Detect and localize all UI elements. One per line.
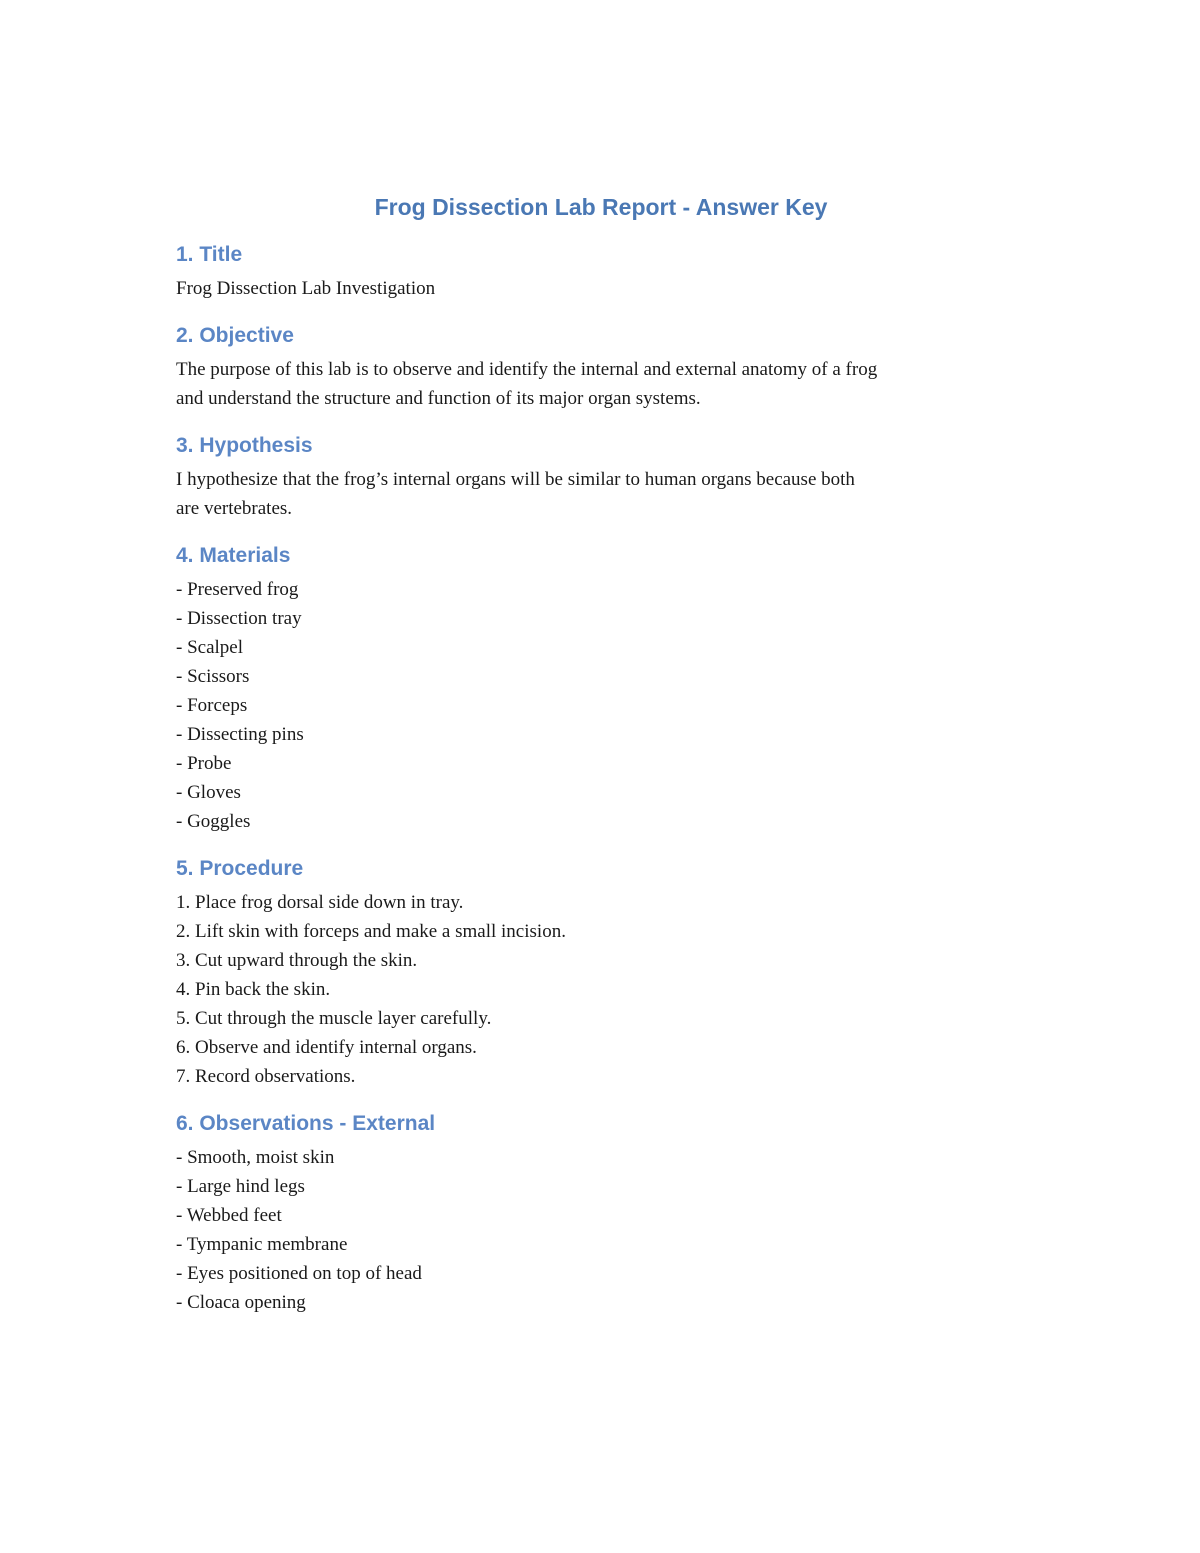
hypothesis-line: are vertebrates.: [176, 498, 293, 519]
section-observations-external: [176, 1109, 1026, 1317]
section-objective: [176, 321, 1026, 413]
procedure-step: 3. Cut upward through the skin.: [176, 950, 418, 971]
materials-item: - Forceps: [176, 695, 248, 716]
objective-line: The purpose of this lab is to observe and identify the internal and external anatomy of a frog: [176, 359, 878, 380]
objective-line: and understand the structure and function of its major organ systems.: [176, 388, 701, 409]
title-text: Frog Dissection Lab Investigation: [176, 278, 436, 299]
materials-item: - Scissors: [176, 666, 250, 687]
observation-item: - Webbed feet: [176, 1205, 282, 1226]
section-materials: [176, 541, 1026, 836]
materials-item: - Dissecting pins: [176, 724, 304, 745]
materials-item: - Gloves: [176, 782, 241, 803]
section-heading-procedure: 5. Procedure: [176, 857, 304, 880]
document-body: [176, 190, 1026, 1317]
procedure-step: 5. Cut through the muscle layer carefully.: [176, 1008, 492, 1029]
procedure-step: 1. Place frog dorsal side down in tray.: [176, 892, 464, 913]
procedure-step: 7. Record observations.: [176, 1066, 356, 1087]
observation-item: - Eyes positioned on top of head: [176, 1263, 422, 1284]
section-heading-title: 1. Title: [176, 243, 243, 266]
hypothesis-line: I hypothesize that the frog’s internal organs will be similar to human organs because both: [176, 469, 855, 490]
observation-item: - Cloaca opening: [176, 1292, 306, 1313]
section-procedure: [176, 854, 1026, 1091]
procedure-list: [176, 888, 1026, 1091]
section-hypothesis: [176, 431, 1026, 523]
procedure-step: 4. Pin back the skin.: [176, 979, 331, 1000]
document-title: Frog Dissection Lab Report - Answer Key: [374, 194, 828, 220]
materials-item: - Probe: [176, 753, 232, 774]
materials-item: - Dissection tray: [176, 608, 302, 629]
procedure-step: 6. Observe and identify internal organs.: [176, 1037, 477, 1058]
section-heading-objective: 2. Objective: [176, 324, 294, 347]
section-heading-materials: 4. Materials: [176, 544, 291, 567]
materials-item: - Scalpel: [176, 637, 244, 658]
section-title: [176, 240, 1026, 303]
observation-item: - Large hind legs: [176, 1176, 305, 1197]
observation-item: - Smooth, moist skin: [176, 1147, 335, 1168]
observation-item: - Tympanic membrane: [176, 1234, 348, 1255]
section-heading-hypothesis: 3. Hypothesis: [176, 434, 313, 457]
materials-list: [176, 575, 1026, 836]
procedure-step: 2. Lift skin with forceps and make a small incision.: [176, 921, 566, 942]
materials-item: - Goggles: [176, 811, 251, 832]
observations-external-list: [176, 1143, 1026, 1317]
materials-item: - Preserved frog: [176, 579, 299, 600]
section-heading-observations-external: 6. Observations - External: [176, 1112, 436, 1135]
